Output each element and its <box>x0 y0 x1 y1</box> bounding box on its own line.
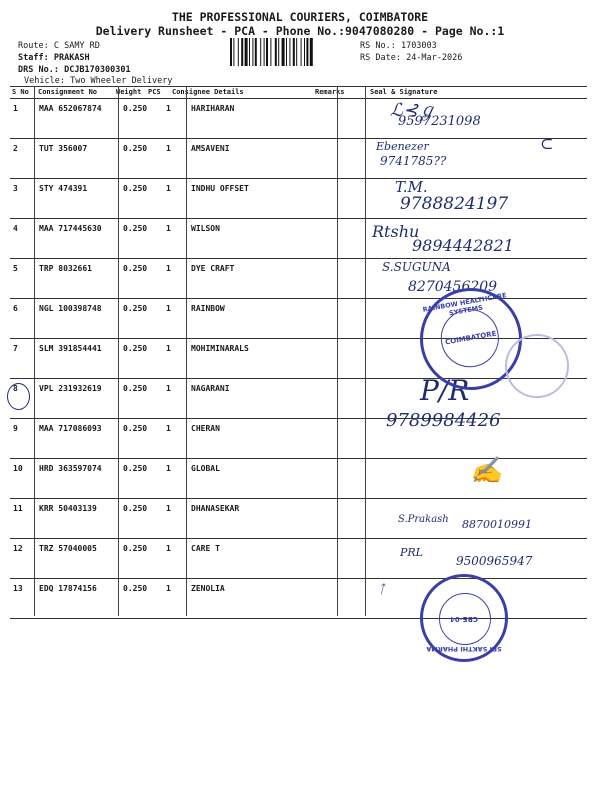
barcode-bar <box>278 38 279 66</box>
sig-r2-phone: 9741785?? <box>380 154 447 168</box>
row-rule <box>10 178 587 179</box>
barcode-bar <box>266 38 268 66</box>
row-rule <box>10 218 587 219</box>
cell-consignment: MAA 717445630 <box>39 224 102 233</box>
col-rule-3 <box>186 86 187 616</box>
pen-circle <box>7 383 30 410</box>
sig-r5-name: S.SUGUNA <box>382 260 451 274</box>
barcode-bar <box>264 38 265 66</box>
cell-sno: 9 <box>13 424 18 433</box>
barcode-bar <box>310 38 313 66</box>
signature-scribble: ℒ⊰ℊ <box>390 100 437 121</box>
sig-r11-phone: 8870010991 <box>462 518 532 531</box>
stamp-city: COIMBATORE <box>444 329 498 347</box>
cell-consignment: STY 474391 <box>39 184 88 193</box>
vehicle-label: Vehicle: <box>24 76 65 86</box>
cell-consignment: MAA 717086093 <box>39 424 102 433</box>
cell-consignment: NGL 100398748 <box>39 304 102 313</box>
rs-no-line <box>360 41 437 51</box>
col-rule-1 <box>34 86 35 616</box>
cell-consignment: TUT 356007 <box>39 144 88 153</box>
col-seal: Seal & Signature <box>370 88 438 96</box>
staff-line <box>18 53 90 63</box>
cell-weight: 0.250 <box>123 264 148 273</box>
sig-r1-phone: 9597231098 <box>398 114 481 129</box>
cell-consignee: AMSAVENI <box>191 144 230 153</box>
col-remarks: Remarks <box>315 88 345 96</box>
row-rule <box>10 258 587 259</box>
staff-value: PRAKASH <box>53 53 90 63</box>
row-rule <box>10 578 587 579</box>
cell-sno: 2 <box>13 144 18 153</box>
pen-mark: ⊂ <box>540 134 554 153</box>
company-title: THE PROFESSIONAL COURIERS, COIMBATORE <box>171 10 429 24</box>
cell-consignee: ZENOLIA <box>191 584 225 593</box>
cell-weight: 0.250 <box>123 304 148 313</box>
stamp-name: SRI SAKTHI PHARMA <box>426 645 502 653</box>
barcode-bar <box>252 38 253 66</box>
cell-consignee: GLOBAL <box>191 464 220 473</box>
rs-no-label: RS No.: <box>360 41 396 51</box>
barcode-bar <box>238 38 239 66</box>
stamp-name: RAINBOW HEALTHCARE SYSTEMS <box>422 291 508 318</box>
barcode <box>230 38 354 66</box>
cell-weight: 0.250 <box>123 424 148 433</box>
faint-stamp <box>505 334 569 398</box>
cell-sno: 11 <box>13 504 23 513</box>
barcode-bar <box>306 38 308 66</box>
cell-weight: 0.250 <box>123 384 148 393</box>
cell-consignment: HRD 363597074 <box>39 464 102 473</box>
sig-r5-phone: 8270456209 <box>408 279 498 295</box>
barcode-bar <box>286 38 287 66</box>
cell-sno: 6 <box>13 304 18 313</box>
barcode-bar <box>301 38 302 66</box>
route-line <box>18 41 100 51</box>
cell-consignee: CHERAN <box>191 424 220 433</box>
barcode-bar <box>304 38 305 66</box>
cell-sno: 10 <box>13 464 23 473</box>
signature-scribble: PRL <box>400 546 423 559</box>
rs-no-value: 1703003 <box>400 41 437 51</box>
col-consignment: Consignment No <box>38 88 98 96</box>
cell-sno: 5 <box>13 264 18 273</box>
rs-date-label: RS Date: <box>360 53 401 63</box>
cell-pcs: 1 <box>166 504 171 513</box>
rs-date-value: 24-Mar-2026 <box>406 53 463 63</box>
vehicle-line <box>24 76 172 86</box>
barcode-bar <box>293 38 295 66</box>
row-rule <box>10 538 587 539</box>
cell-consignment: TRP 8032661 <box>39 264 92 273</box>
cell-sno: 4 <box>13 224 18 233</box>
col-consignee: Consignee Details <box>172 88 244 96</box>
sig-r3-phone: 9788824197 <box>400 194 509 214</box>
cell-pcs: 1 <box>166 384 171 393</box>
sig-r11-name: S.Prakash <box>398 514 449 525</box>
cell-consignee: HARIHARAN <box>191 104 235 113</box>
col-sno: S No <box>12 88 29 96</box>
cell-pcs: 1 <box>166 184 171 193</box>
barcode-bar <box>275 38 277 66</box>
sig-r12-phone: 9500965947 <box>456 554 533 568</box>
cell-weight: 0.250 <box>123 504 148 513</box>
cell-consignment: TRZ 57040005 <box>39 544 97 553</box>
cell-pcs: 1 <box>166 464 171 473</box>
sig-r8-initials: P/R <box>420 374 470 407</box>
cell-weight: 0.250 <box>123 584 148 593</box>
cell-sno: 1 <box>13 104 18 113</box>
table-top-rule <box>10 86 587 87</box>
col-weight: Weight <box>116 88 142 96</box>
cell-weight: 0.250 <box>123 544 148 553</box>
barcode-bar <box>249 38 250 66</box>
barcode-bar <box>260 38 261 66</box>
cell-consignment: VPL 231932619 <box>39 384 102 393</box>
cell-pcs: 1 <box>166 144 171 153</box>
rs-date-line <box>360 53 462 63</box>
col-rule-2 <box>118 86 119 616</box>
cell-consignee: RAINBOW <box>191 304 225 313</box>
cell-pcs: 1 <box>166 424 171 433</box>
cell-consignment: SLM 391854441 <box>39 344 102 353</box>
drs-label: DRS No.: <box>18 65 59 75</box>
cell-weight: 0.250 <box>123 144 148 153</box>
row-rule <box>10 498 587 499</box>
staff-label: Staff: <box>18 53 49 63</box>
cell-pcs: 1 <box>166 304 171 313</box>
col-rule-4 <box>337 86 338 616</box>
barcode-bar <box>255 38 257 66</box>
cell-consignment: KRR 50403139 <box>39 504 97 513</box>
cell-pcs: 1 <box>166 224 171 233</box>
barcode-bar <box>296 38 297 66</box>
cell-consignment: EDQ 17874156 <box>39 584 97 593</box>
cell-weight: 0.250 <box>123 464 148 473</box>
cell-consignee: DYE CRAFT <box>191 264 235 273</box>
barcode-bar <box>233 38 234 66</box>
drs-line <box>18 65 131 75</box>
sig-r3-initials: T.M. <box>395 178 428 196</box>
barcode-bar <box>270 38 271 66</box>
signature-scribble: Rtshu <box>372 222 420 241</box>
cell-sno: 13 <box>13 584 23 593</box>
signature-scribble: ✍ <box>470 456 503 486</box>
col-pcs: PCS <box>148 88 161 96</box>
runsheet-subtitle: Delivery Runsheet - PCA - Phone No.:9047080280 - Page No.:1 <box>95 24 505 38</box>
stamp-city: CBE-04 <box>450 615 478 623</box>
pharma-stamp <box>420 574 508 662</box>
cell-sno: 8 <box>13 384 18 393</box>
cell-consignee: WILSON <box>191 224 220 233</box>
drs-value: DCJB170300301 <box>64 65 131 75</box>
sig-r9-phone: 9789984426 <box>386 410 501 431</box>
cell-weight: 0.250 <box>123 224 148 233</box>
table-header-rule <box>10 98 587 99</box>
sig-r4-phone: 9894442821 <box>412 236 514 255</box>
cell-sno: 3 <box>13 184 18 193</box>
cell-pcs: 1 <box>166 264 171 273</box>
cell-consignee: MOHIMINARALS <box>191 344 249 353</box>
cell-pcs: 1 <box>166 344 171 353</box>
barcode-bar <box>289 38 290 66</box>
cell-pcs: 1 <box>166 544 171 553</box>
row-rule <box>10 138 587 139</box>
cell-weight: 0.250 <box>123 184 148 193</box>
cell-consignee: NAGARANI <box>191 384 230 393</box>
route-value: C SAMY RD <box>53 41 100 51</box>
cell-consignee: DHANASEKAR <box>191 504 240 513</box>
cell-weight: 0.250 <box>123 104 148 113</box>
col-rule-5 <box>365 86 366 616</box>
cell-sno: 12 <box>13 544 23 553</box>
barcode-bar <box>245 38 248 66</box>
cell-weight: 0.250 <box>123 344 148 353</box>
barcode-bar <box>241 38 243 66</box>
cell-sno: 7 <box>13 344 18 353</box>
barcode-bar <box>282 38 285 66</box>
cell-consignee: CARE T <box>191 544 220 553</box>
cell-pcs: 1 <box>166 104 171 113</box>
cell-pcs: 1 <box>166 584 171 593</box>
tick-mark: ᛏ <box>378 582 386 596</box>
cell-consignee: INDHU OFFSET <box>191 184 249 193</box>
sig-r2-name: Ebenezer <box>376 140 429 153</box>
cell-consignment: MAA 652067874 <box>39 104 102 113</box>
route-label: Route: <box>18 41 49 51</box>
vehicle-value: Two Wheeler Delivery <box>70 76 173 86</box>
barcode-bar <box>230 38 232 66</box>
